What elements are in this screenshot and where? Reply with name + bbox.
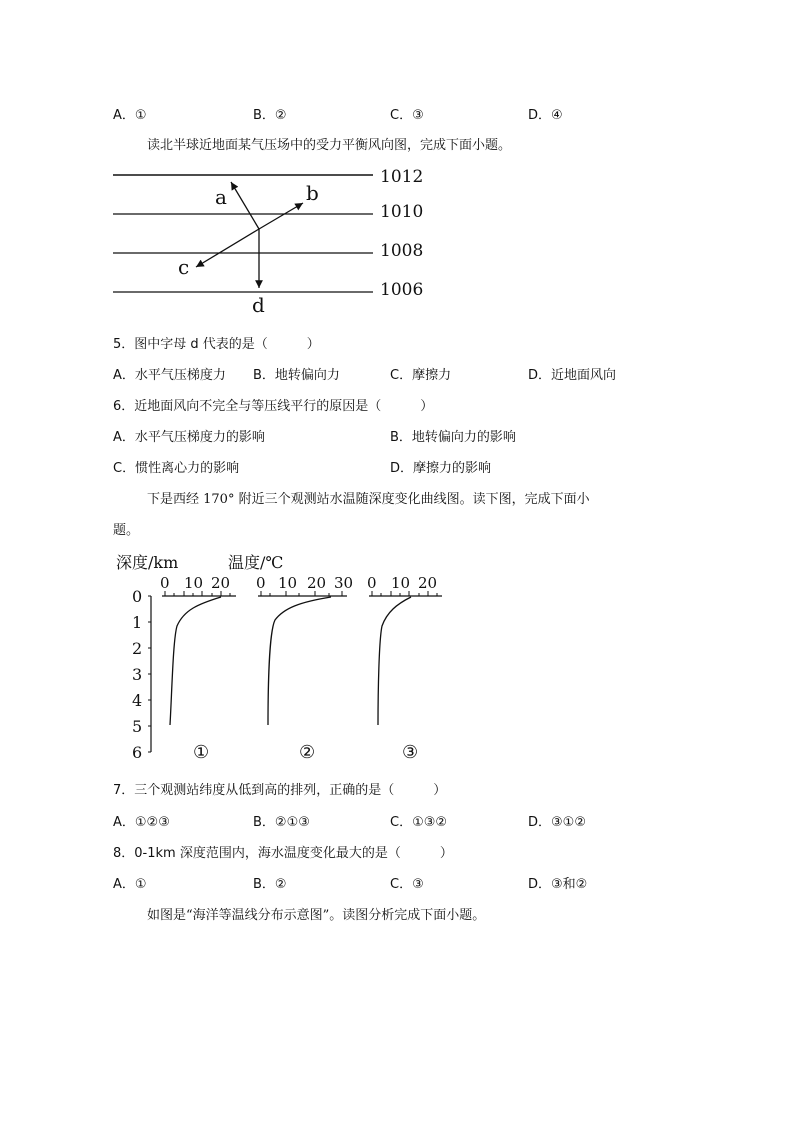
depth-tick-1: 1: [132, 613, 143, 632]
q4-option-a: A．①: [113, 108, 147, 123]
arrow-c: [196, 229, 259, 267]
q5-stem: 5．图中字母 d 代表的是（ ）: [113, 337, 320, 352]
intro-isotherm-text: 如图是“海洋等温线分布示意图”。读图分析完成下面小题。: [147, 908, 486, 923]
q6-option-d: D．摩擦力的影响: [390, 461, 492, 476]
depth-tick-6: 6: [132, 743, 143, 762]
q6-stem: 6．近地面风向不完全与等压线平行的原因是（ ）: [113, 399, 434, 414]
isobar-label-1008: 1008: [380, 241, 424, 261]
station3-tick-20: 20: [418, 574, 438, 592]
intro-ocean-line1: 下是西经 170° 附近三个观测站水温随深度变化曲线图。读下图，完成下面小: [147, 492, 590, 507]
station1-tick-20: 20: [211, 574, 231, 592]
station2-tick-0: 0: [256, 574, 266, 592]
q5-option-d: D．近地面风向: [528, 368, 617, 383]
arrow-label-a: a: [215, 185, 227, 209]
station2-curve: [268, 597, 331, 725]
q5-option-a: A．水平气压梯度力: [113, 368, 226, 383]
q6-option-c: C．惯性离心力的影响: [113, 461, 240, 476]
station3-curve: [378, 597, 411, 725]
station1-tick-10: 10: [184, 574, 204, 592]
station1-tick-0: 0: [160, 574, 170, 592]
q4-option-c: C．③: [390, 108, 424, 123]
station2-tick-10: 10: [278, 574, 298, 592]
depth-tick-0: 0: [132, 587, 143, 606]
arrow-label-c: c: [178, 255, 190, 279]
q6-option-a: A．水平气压梯度力的影响: [113, 430, 265, 445]
intro-pressure-text: 读北半球近地面某气压场中的受力平衡风向图，完成下面小题。: [147, 138, 512, 153]
depth-tick-4: 4: [132, 691, 143, 710]
q4-option-d: D．④: [528, 108, 563, 123]
q8-option-c: C．③: [390, 877, 424, 892]
arrow-label-b: b: [306, 181, 319, 205]
q5-option-b: B．地转偏向力: [253, 368, 340, 383]
q7-option-c: C．①③②: [390, 815, 448, 830]
isobar-label-1012: 1012: [380, 167, 424, 187]
q6-option-b: B．地转偏向力的影响: [390, 430, 516, 445]
station2-label: ②: [299, 742, 316, 763]
temp-axis-label: 温度/℃: [228, 553, 284, 572]
station1-curve: [170, 597, 221, 725]
station2-tick-20: 20: [307, 574, 327, 592]
q7-option-d: D．③①②: [528, 815, 586, 830]
q8-option-d: D．③和②: [528, 877, 588, 892]
isobar-label-1006: 1006: [380, 280, 424, 300]
q8-stem: 8．0-1km 深度范围内，海水温度变化最大的是（ ）: [113, 846, 453, 861]
q8-option-a: A．①: [113, 877, 147, 892]
q5-option-c: C．摩擦力: [390, 368, 452, 383]
station3-tick-10: 10: [391, 574, 411, 592]
intro-ocean-line2: 题。: [113, 523, 140, 538]
station2-tick-30: 30: [334, 574, 354, 592]
q4-option-b: B．②: [253, 108, 287, 123]
q7-option-a: A．①②③: [113, 815, 170, 830]
depth-tick-3: 3: [132, 665, 143, 684]
station1-label: ①: [193, 742, 210, 763]
station3-label: ③: [402, 742, 419, 763]
depth-tick-5: 5: [132, 717, 143, 736]
isobar-label-1010: 1010: [380, 202, 424, 222]
arrow-label-d: d: [252, 293, 265, 317]
q7-stem: 7．三个观测站纬度从低到高的排列，正确的是（ ）: [113, 783, 447, 798]
station3-tick-0: 0: [367, 574, 377, 592]
arrow-b: [259, 203, 303, 229]
arrow-a: [231, 182, 259, 229]
q8-option-b: B．②: [253, 877, 287, 892]
depth-tick-2: 2: [132, 639, 143, 658]
q7-option-b: B．②①③: [253, 815, 310, 830]
depth-axis-label: 深度/km: [116, 553, 179, 572]
